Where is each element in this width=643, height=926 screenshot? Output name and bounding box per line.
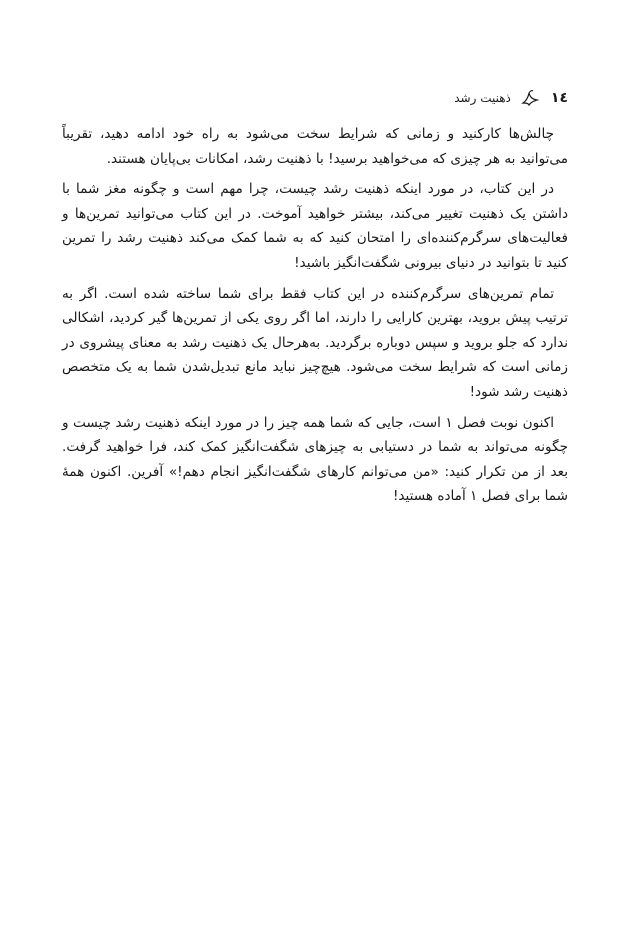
page-content (62, 122, 568, 515)
page-number: ١٤ (550, 90, 568, 106)
bird-logo-icon (521, 89, 541, 107)
book-title: ذهنیت رشد (454, 91, 511, 105)
paragraph: در این کتاب، در مورد اینکه ذهنیت رشد چیست، چرا مهم است و چگونه مغز شما با داشتن یک ذهنیت تغییر می‌کند، بیشتر خواهید آموخت. در این کتاب می‌توانید تمرین‌ها و فعالیت‌های سرگرم‌کننده‌ای را امتحان کنید که به شما کمک می‌کند ذهنیت رشد را تمرین کنید تا بتوانید در دنیای بیرونی شگفت‌انگیز باشید! (62, 181, 568, 271)
paragraph: اکنون نوبت فصل ۱ است، جایی که شما همه چیز را در مورد اینکه ذهنیت رشد چیست و چگونه می‌تواند به شما در دستیابی به چیزهای شگفت‌انگیز کمک کند، فرا خواهید گرفت. بعد از من تکرار کنید: «من می‌توانم کارهای شگفت‌انگیز انجام دهم!» آفرین. اکنون همهٔ شما برای فصل ۱ آماده هستید! (62, 414, 568, 505)
paragraph: چالش‌ها کارکنید و زمانی که شرایط سخت می‌شود به راه خود ادامه دهید، تقریباً می‌توانید به هر چیزی که می‌خواهید برسید! با ذهنیت رشد، امکانات بی‌پایان هستند. (62, 126, 568, 167)
paragraph: تمام تمرین‌های سرگرم‌کننده در این کتاب فقط برای شما ساخته شده است. اگر به ترتیب پیش بروید، بهترین کارایی را دارند، اما اگر روی یکی از تمرین‌ها گیر کردید، اشکالی ندارد که جلو بروید و سپس دوباره برگردید. به‌هرحال یک ذهنیت رشد به معنای پیشروی در زمانی است که شرایط سخت می‌شود. هیچ‌چیز نباید مانع تبدیل‌شدن شما به یک متخصص ذهنیت رشد شود! (62, 285, 568, 400)
page-header (440, 86, 568, 110)
